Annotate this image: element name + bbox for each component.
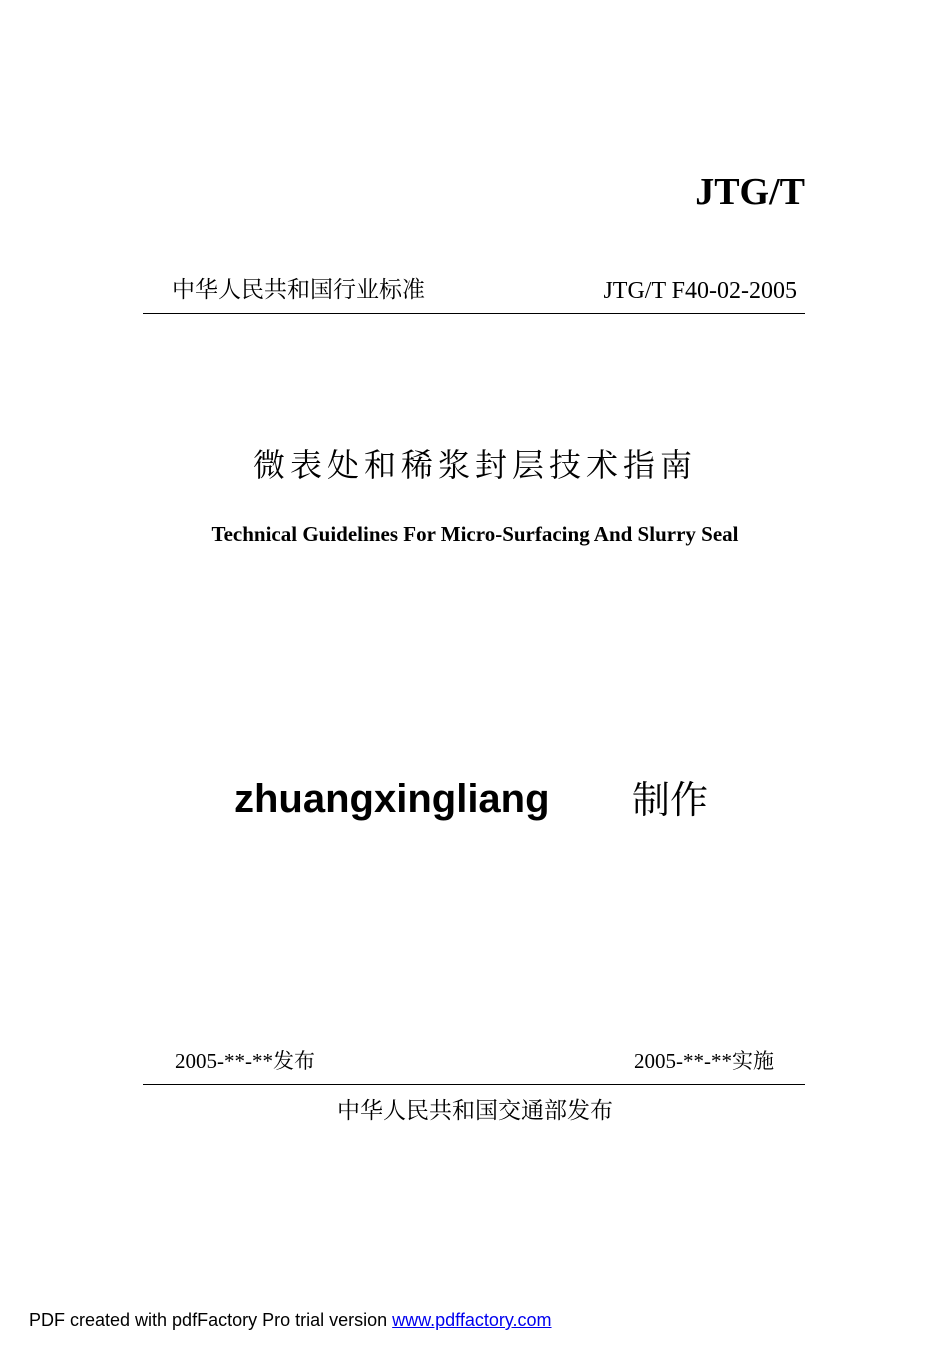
bottom-divider xyxy=(143,1084,805,1085)
maker-suffix: 制作 xyxy=(632,778,709,822)
publisher: 中华人民共和国交通部发布 xyxy=(337,1098,613,1124)
implementation-date: 2005-**-**实施 xyxy=(634,1049,774,1073)
issue-date: 2005-**-**发布 xyxy=(175,1049,315,1073)
standard-code-heading: JTG/T xyxy=(695,171,805,213)
maker-name: zhuangxingliang xyxy=(234,777,550,821)
footer-text: PDF created with pdfFactory Pro trial version xyxy=(29,1310,393,1330)
pdf-footer xyxy=(29,1308,552,1332)
standard-number: JTG/T F40-02-2005 xyxy=(603,278,797,304)
document-title-chinese: 微表处和稀浆封层技术指南 xyxy=(252,446,697,484)
top-divider xyxy=(143,313,805,314)
document-title-english: Technical Guidelines For Micro-Surfacing And Slurry Seal xyxy=(211,522,739,546)
industry-standard-label: 中华人民共和国行业标准 xyxy=(172,277,425,303)
pdffactory-link[interactable]: www.pdffactory.com xyxy=(392,1310,552,1330)
